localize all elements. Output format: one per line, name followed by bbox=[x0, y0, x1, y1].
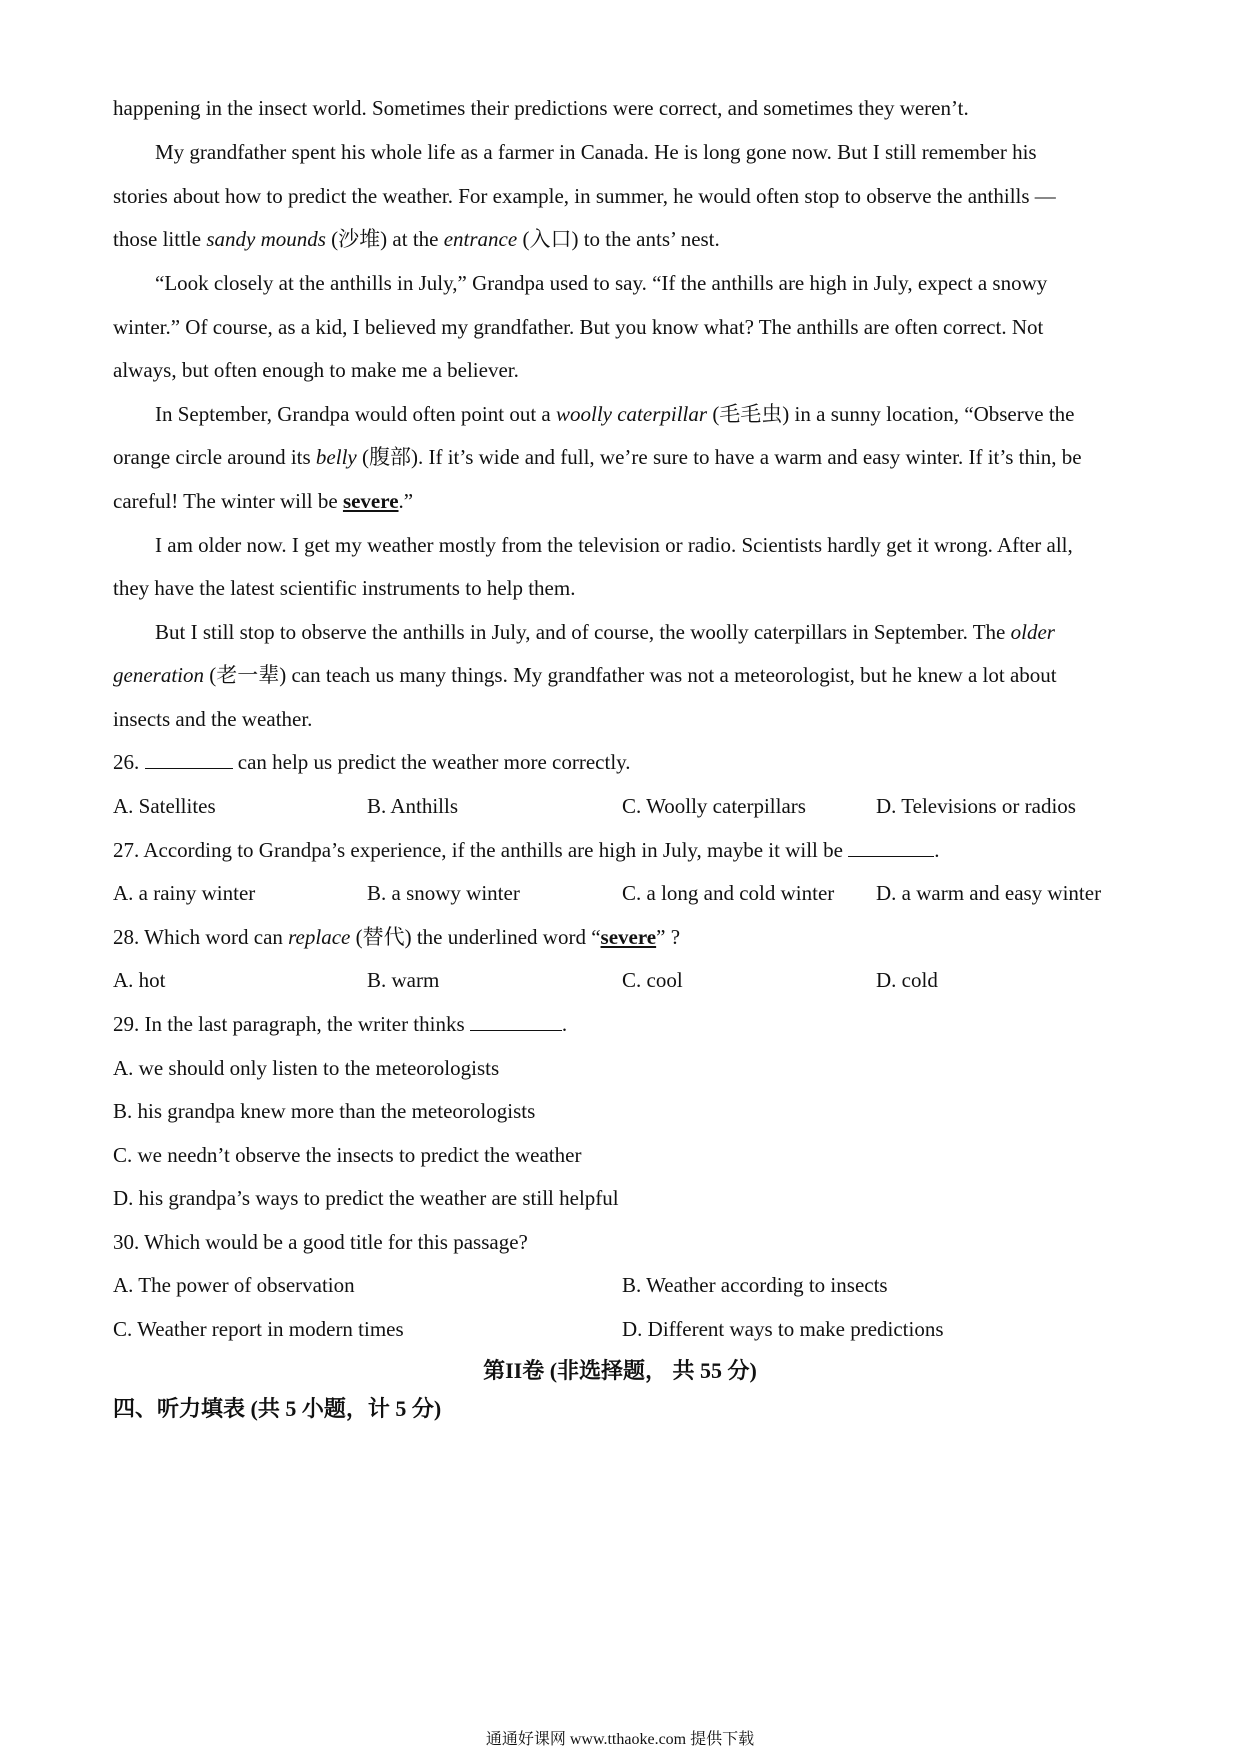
option-d[interactable]: D. Different ways to make predictions bbox=[622, 1317, 944, 1341]
option-b[interactable]: B. Anthills bbox=[367, 794, 459, 818]
passage-line bbox=[113, 444, 1120, 470]
gloss-word: belly bbox=[315, 445, 357, 469]
text: (毛毛虫) in a sunny location, “Observe the bbox=[707, 402, 1075, 426]
gloss-word: entrance bbox=[443, 227, 518, 251]
question-text: 27. According to Grandpa’s experience, if the anthills are high in July, maybe it will be bbox=[113, 838, 849, 862]
question-text: 29. In the last paragraph, the writer thinks bbox=[113, 1012, 470, 1036]
passage-line: I am older now. I get my weather mostly from the television or radio. Scientists hardly get it wrong. After all, bbox=[155, 533, 1073, 557]
passage-line: insects and the weather. bbox=[113, 707, 313, 731]
option-b[interactable]: B. his grandpa knew more than the meteorologists bbox=[113, 1099, 536, 1123]
gloss-word: woolly caterpillar bbox=[555, 402, 708, 426]
passage-line bbox=[113, 662, 1120, 688]
text: But I still stop to observe the anthills in July, and of course, the woolly caterpillars in September. The bbox=[155, 620, 1011, 644]
question-text: 28. Which word can bbox=[113, 925, 289, 949]
text: In September, Grandpa would often point out a bbox=[155, 402, 556, 426]
underlined-word: severe bbox=[600, 925, 657, 949]
option-c[interactable]: C. Weather report in modern times bbox=[113, 1317, 404, 1341]
option-d[interactable]: D. Televisions or radios bbox=[876, 794, 1076, 818]
text: (入口) to the ants’ nest. bbox=[517, 227, 720, 251]
question-27 bbox=[113, 837, 1120, 863]
passage-line: My grandfather spent his whole life as a farmer in Canada. He is long gone now. But I still remember his bbox=[155, 140, 1037, 164]
question-30: 30. Which would be a good title for this passage? bbox=[113, 1230, 528, 1254]
passage-line: they have the latest scientific instruments to help them. bbox=[113, 576, 576, 600]
gloss-word: older bbox=[1010, 620, 1055, 644]
page-footer: 通通好课网 www.tthaoke.com 提供下载 bbox=[485, 1731, 755, 1748]
option-c[interactable]: C. we needn’t observe the insects to predict the weather bbox=[113, 1143, 582, 1167]
option-b[interactable]: B. Weather according to insects bbox=[622, 1273, 888, 1297]
gloss-word: replace bbox=[288, 925, 351, 949]
question-text: can help us predict the weather more correctly. bbox=[232, 750, 631, 774]
text: (腹部). If it’s wide and full, we’re sure to have a warm and easy winter. If it’s thin, be bbox=[356, 445, 1082, 469]
passage-line: stories about how to predict the weather. For example, in summer, he would often stop to observe the anthills — bbox=[113, 184, 1056, 208]
option-a[interactable]: A. a rainy winter bbox=[113, 881, 256, 905]
passage-line: winter.” Of course, as a kid, I believed my grandfather. But you know what? The anthills are often correct. Not bbox=[113, 315, 1044, 339]
option-b[interactable]: B. warm bbox=[367, 968, 440, 992]
passage-line: happening in the insect world. Sometimes their predictions were correct, and sometimes they weren’t. bbox=[113, 96, 969, 120]
underlined-word: severe bbox=[342, 489, 399, 513]
answer-blank[interactable] bbox=[145, 750, 233, 769]
option-a[interactable]: A. we should only listen to the meteorologists bbox=[113, 1056, 500, 1080]
option-a[interactable]: A. Satellites bbox=[113, 794, 216, 818]
text: .” bbox=[398, 489, 414, 513]
question-28 bbox=[113, 924, 1120, 950]
question-26 bbox=[113, 749, 1120, 775]
passage-line bbox=[113, 488, 1120, 514]
option-c[interactable]: C. cool bbox=[622, 968, 683, 992]
text: orange circle around its bbox=[113, 445, 316, 469]
passage-line bbox=[155, 619, 1120, 645]
question-end: . bbox=[561, 1012, 568, 1036]
section-heading: 四、听力填表 (共 5 小题，计 5 分) bbox=[113, 1396, 442, 1421]
question-number: 26. bbox=[113, 750, 145, 774]
option-a[interactable]: A. hot bbox=[113, 968, 166, 992]
question-text: ” ? bbox=[656, 925, 681, 949]
section-title: 第II卷 (非选择题， 共 55 分) bbox=[483, 1358, 757, 1383]
passage-line bbox=[113, 226, 1120, 252]
question-end: . bbox=[934, 838, 940, 862]
option-a[interactable]: A. The power of observation bbox=[113, 1273, 355, 1297]
gloss-word: sandy mounds bbox=[206, 227, 326, 251]
option-d[interactable]: D. cold bbox=[876, 968, 938, 992]
text: those little bbox=[113, 227, 207, 251]
option-d[interactable]: D. a warm and easy winter bbox=[876, 881, 1102, 905]
answer-blank[interactable] bbox=[848, 838, 934, 857]
passage-line: always, but often enough to make me a believer. bbox=[113, 358, 519, 382]
answer-blank[interactable] bbox=[470, 1012, 562, 1031]
passage-line bbox=[155, 401, 1120, 427]
question-text: (替代) the underlined word “ bbox=[350, 925, 601, 949]
question-29 bbox=[113, 1011, 1120, 1037]
option-c[interactable]: C. Woolly caterpillars bbox=[622, 794, 806, 818]
text: (沙堆) at the bbox=[325, 227, 444, 251]
option-b[interactable]: B. a snowy winter bbox=[367, 881, 520, 905]
option-c[interactable]: C. a long and cold winter bbox=[622, 881, 835, 905]
passage-line: “Look closely at the anthills in July,” Grandpa used to say. “If the anthills are high in July, expect a snowy bbox=[155, 271, 1048, 295]
text: (老一辈) can teach us many things. My grandfather was not a meteorologist, but he knew a lot about bbox=[203, 663, 1057, 687]
option-d[interactable]: D. his grandpa’s ways to predict the weather are still helpful bbox=[113, 1186, 619, 1210]
text: careful! The winter will be bbox=[113, 489, 343, 513]
gloss-word: generation bbox=[113, 663, 204, 687]
